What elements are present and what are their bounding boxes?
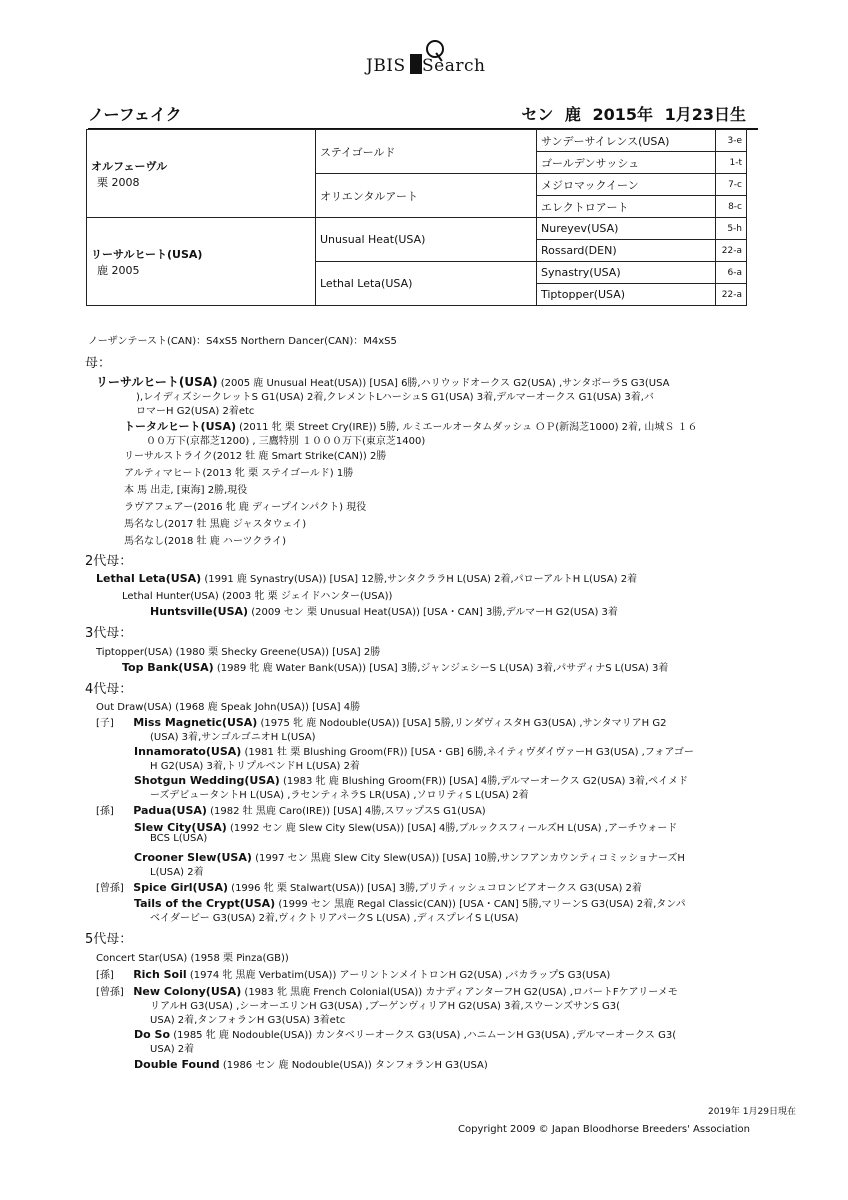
logo-text-jbis: JBIS	[366, 56, 406, 76]
record-text: (2009 セン 栗 Unusual Heat(USA)) [USA・CAN] 3勝,デルマーH G2(USA) 3着	[251, 607, 618, 618]
offspring-line: アルティマヒート(2013 牝 栗 ステイゴールド) 1勝	[124, 468, 354, 479]
record-continuation: BCS L(USA)	[150, 833, 208, 844]
logo-block-icon	[410, 54, 422, 74]
horse-name-bold: Double Found	[134, 1058, 220, 1071]
pedigree-family-number: 22-a	[716, 284, 747, 306]
record-text: (1997 セン 黒鹿 Slew City Slew(USA)) [USA] 10勝,サンフアンカウンティコミッショナーズH	[255, 853, 685, 864]
pedigree-gen3-name: Nureyev(USA)	[537, 218, 716, 240]
record-text: (1991 鹿 Synastry(USA)) [USA] 12勝,サンタクララH L(USA) 2着,パローアルトH L(USA) 2着	[204, 574, 638, 585]
record-text: (1981 牡 栗 Blushing Groom(FR)) [USA・GB] 6勝,ネイティヴダイヴァーH G3(USA) ,フォアゴー	[244, 747, 694, 758]
record-continuation: ーズデビュータントH L(USA) ,ラセンティネラS LR(USA) ,ソロリティS L(USA) 2着	[150, 790, 529, 801]
generation-tag: [孫]	[96, 970, 114, 981]
section-heading-g5: 5代母：	[85, 932, 133, 947]
horse-name-bold: New Colony(USA)	[133, 985, 242, 998]
horse-name-bold: Top Bank(USA)	[122, 661, 214, 674]
offspring-line	[96, 802, 486, 817]
horse-name-bold: Lethal Leta(USA)	[96, 572, 202, 585]
horse-name-bold: Padua(USA)	[133, 804, 207, 817]
horse-name-bold: Miss Magnetic(USA)	[133, 716, 258, 729]
offspring-line	[122, 659, 668, 674]
record-text: (1999 セン 黒鹿 Regal Classic(CAN)) [USA・CAN] 5勝,マリーンS G3(USA) 2着,タンパ	[278, 899, 686, 910]
record-text: (1986 セン 鹿 Nodouble(USA)) タンフォランH G3(USA)	[222, 1060, 488, 1071]
offspring-line	[134, 743, 694, 758]
pedigree-family-number: 3-e	[716, 130, 747, 152]
pedigree-table	[86, 129, 747, 306]
record-text: (1974 牝 黒鹿 Verbatim(USA)) アーリントンメイトロンH G2(USA) ,バカラップS G3(USA)	[189, 970, 611, 981]
pedigree-gen2-cell: Lethal Leta(USA)	[316, 262, 537, 306]
sire-name: オルフェーヴル	[91, 159, 168, 173]
pedigree-family-number: 1-t	[716, 152, 747, 174]
record-text: (1982 牡 黒鹿 Caro(IRE)) [USA] 4勝,スワップスS G1(USA)	[210, 806, 486, 817]
offspring-line: リーサルストライク(2012 牡 鹿 Smart Strike(CAN)) 2勝	[124, 451, 387, 462]
pedigree-family-number: 7-c	[716, 174, 747, 196]
generation-tag: [孫]	[96, 806, 114, 817]
pedigree-gen3-name: ゴールデンサッシュ	[537, 152, 716, 174]
record-continuation: USA) 2着,タンフォランH G3(USA) 3着etc	[150, 1015, 346, 1026]
pedigree-family-number: 22-a	[716, 240, 747, 262]
offspring-line	[134, 849, 685, 864]
horse-name-bold: Shotgun Wedding(USA)	[134, 774, 280, 787]
pedigree-gen3-name: Tiptopper(USA)	[537, 284, 716, 306]
g3-line: Tiptopper(USA) (1980 栗 Shecky Greene(USA)) [USA] 2勝	[96, 647, 381, 658]
record-continuation: リアルH G3(USA) ,シーオーエリンH G3(USA) ,ブーゲンヴィリアH G2(USA) 3着,スウーンズサンS G3(	[150, 1001, 620, 1012]
pedigree-gen3-name: Synastry(USA)	[537, 262, 716, 284]
pedigree-family-number: 5-h	[716, 218, 747, 240]
horse-name-bold: Tails of the Crypt(USA)	[134, 897, 276, 910]
horse-name-bold: Do So	[134, 1028, 170, 1041]
sire-cell	[87, 130, 316, 218]
record-text: (2011 牝 栗 Street Cry(IRE)) 5勝, ルミエールオータムダッシュ ＯＰ(新潟芝1000) 2着, 山城Ｓ １６	[239, 422, 698, 433]
horse-name: ノーフェイク	[88, 105, 182, 124]
record-continuation: H G2(USA) 3着,トリプルベンドH L(USA) 2着	[150, 761, 360, 772]
page-header	[88, 96, 758, 130]
offspring-line: 本 馬 出走, [東海] 2勝,現役	[124, 485, 248, 496]
offspring-line	[134, 1056, 488, 1071]
offspring-line	[96, 714, 666, 729]
inbreeding-note: ノーザンテースト(CAN)：S4xS5 Northern Dancer(CAN)：M4xS5	[88, 336, 397, 347]
generation-tag: [子]	[96, 718, 114, 729]
logo-text-search: Search	[422, 56, 486, 76]
pedigree-gen3-name: エレクトロアート	[537, 196, 716, 218]
horse-name-bold: トータルヒート(USA)	[124, 420, 236, 433]
record-continuation: L(USA) 2着	[150, 867, 204, 878]
horse-name-bold: Innamorato(USA)	[134, 745, 242, 758]
pedigree-gen3-name: メジロマックイーン	[537, 174, 716, 196]
offspring-line	[134, 819, 677, 834]
record-text: (1983 牝 黒鹿 French Colonial(USA)) カナディアンターフH G2(USA) ,ロバートFケアリーメモ	[244, 987, 678, 998]
pedigree-gen2-cell: ステイゴールド	[316, 130, 537, 174]
jbis-search-logo	[366, 34, 496, 82]
horse-name-bold: Spice Girl(USA)	[133, 881, 228, 894]
dam-cell	[87, 218, 316, 306]
generation-tag: [曾孫]	[96, 987, 124, 998]
sire-detail: 栗 2008	[97, 175, 140, 189]
horse-info: セン 鹿 2015年 1月23日生	[521, 105, 746, 124]
offspring-line	[134, 772, 688, 787]
horse-name-bold: Slew City(USA)	[134, 821, 227, 834]
section-heading-dam: 母：	[85, 356, 112, 371]
pedigree-gen2-cell: Unusual Heat(USA)	[316, 218, 537, 262]
record-text: (1992 セン 鹿 Slew City Slew(USA)) [USA] 4勝,ブルックスフィールズH L(USA) ,アーチウォード	[230, 823, 678, 834]
record-text: (1989 牝 鹿 Water Bank(USA)) [USA] 3勝,ジャンジェシーS L(USA) 3着,パサディナS L(USA) 3着	[216, 663, 669, 674]
horse-name-bold: Crooner Slew(USA)	[134, 851, 252, 864]
horse-name-bold: Huntsville(USA)	[150, 605, 249, 618]
horse-name-bold: Rich Soil	[133, 968, 187, 981]
offspring-line	[134, 1026, 676, 1041]
dam-name: リーサルヒート(USA)	[91, 247, 203, 261]
offspring-line	[96, 879, 642, 894]
g5-line: Concert Star(USA) (1958 栗 Pinza(GB))	[96, 953, 289, 964]
as-of-date: 2019年 1月29日現在	[708, 1107, 796, 1117]
pedigree-family-number: 8-c	[716, 196, 747, 218]
g2-line	[96, 570, 637, 585]
record-continuation: ),レイディズシークレットS G1(USA) 2着,クレメントLハーシュS G1(USA) 3着,デルマーオークス G1(USA) 3着,バ	[136, 392, 654, 403]
record-text: (1996 牝 栗 Stalwart(USA)) [USA] 3勝,ブリティッシュコロンビアオークス G3(USA) 2着	[231, 883, 642, 894]
pedigree-gen3-name: サンデーサイレンス(USA)	[537, 130, 716, 152]
record-continuation: USA) 2着	[150, 1044, 195, 1055]
section-heading-g3: 3代母：	[85, 626, 133, 641]
pedigree-gen3-name: Rossard(DEN)	[537, 240, 716, 262]
record-continuation: ロマーH G2(USA) 2着etc	[136, 406, 255, 417]
offspring-line	[96, 966, 610, 981]
pedigree-gen2-cell: オリエンタルアート	[316, 174, 537, 218]
record-continuation: ベイダービー G3(USA) 2着,ヴィクトリアパークS L(USA) ,ディスプレイS L(USA)	[150, 913, 519, 924]
offspring-line	[134, 895, 686, 910]
offspring-line	[150, 603, 618, 618]
pedigree-family-number: 6-a	[716, 262, 747, 284]
offspring-line: 馬名なし(2017 牡 黒鹿 ジャスタウェイ)	[124, 519, 307, 530]
offspring-line: 馬名なし(2018 牡 鹿 ハーツクライ)	[124, 536, 286, 547]
record-text: (1975 牝 鹿 Nodouble(USA)) [USA] 5勝,リンダヴィスタH G3(USA) ,サンタマリアH G2	[260, 718, 667, 729]
record-text: (1985 牝 鹿 Nodouble(USA)) カンタベリーオークス G3(USA) ,ハニムーンH G3(USA) ,デルマーオークス G3(	[173, 1030, 677, 1041]
g4-line: Out Draw(USA) (1968 鹿 Speak John(USA)) [USA] 4勝	[96, 702, 361, 713]
offspring-line: ラヴアフェアー(2016 牝 鹿 ディープインパクト) 現役	[124, 502, 367, 513]
generation-tag: [曾孫]	[96, 883, 124, 894]
section-heading-g2: 2代母：	[85, 554, 133, 569]
dam-detail: 鹿 2005	[97, 263, 140, 277]
record-continuation: (USA) 3着,サンゴルゴニオH L(USA)	[150, 732, 316, 743]
horse-name-bold: リーサルヒート(USA)	[96, 375, 218, 389]
record-text: (1983 牝 鹿 Blushing Groom(FR)) [USA] 4勝,デルマーオークス G2(USA) 3着,ペイメド	[282, 776, 689, 787]
copyright-notice: Copyright 2009 © Japan Bloodhorse Breeders' Association	[458, 1124, 750, 1135]
record-text: (2005 鹿 Unusual Heat(USA)) [USA] 6勝,ハリウッドオークス G2(USA) ,サンタボーラS G3(USA	[220, 378, 670, 389]
offspring-line: Lethal Hunter(USA) (2003 牝 栗 ジェイドハンター(USA))	[122, 591, 393, 602]
offspring-line	[96, 983, 678, 998]
record-continuation: ００万下(京都芝1200) , 三鷹特別 １０００万下(東京芝1400)	[146, 436, 426, 447]
section-heading-g4: 4代母：	[85, 682, 133, 697]
